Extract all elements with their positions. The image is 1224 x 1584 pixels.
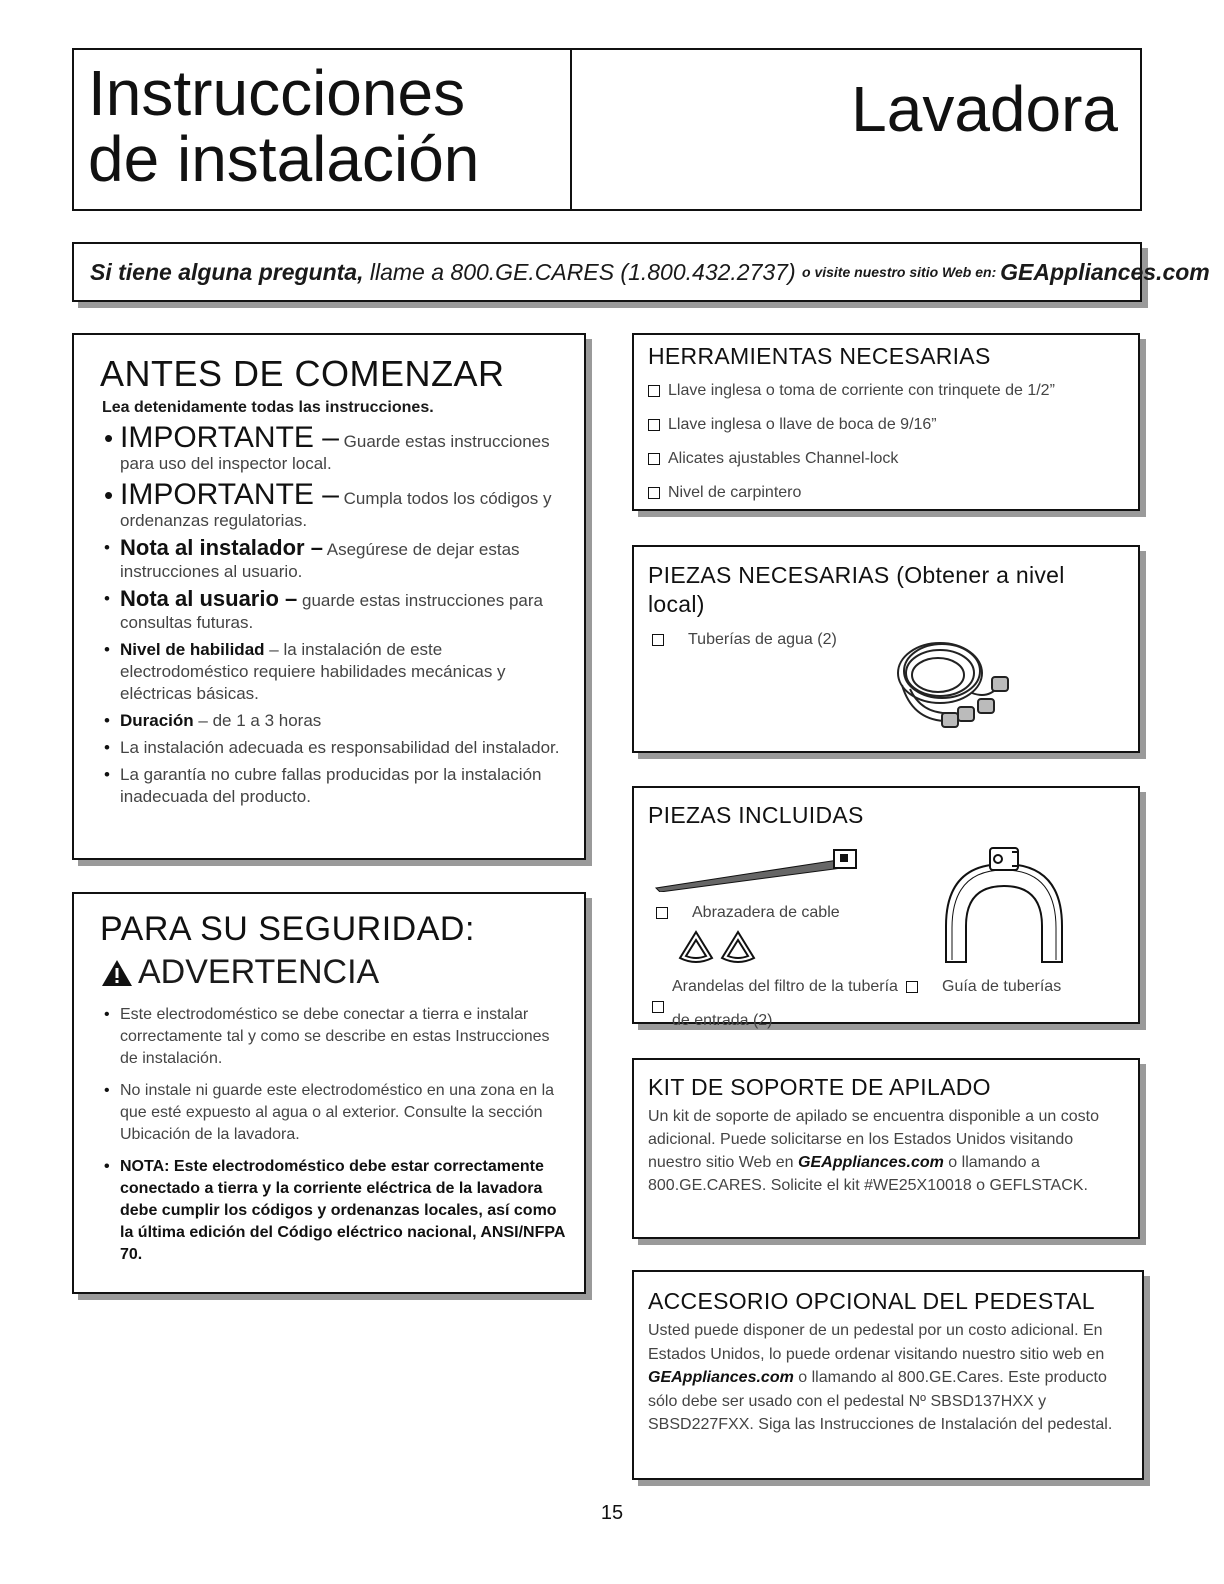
list-item: Llave inglesa o llave de boca de 9/16”	[648, 408, 1124, 442]
cable-tie-illustration	[652, 846, 862, 892]
stacking-kit-text: Un kit de soporte de apilado se encuentra disponible a un costo adicional. Puede solicitarse en los Estados Unidos visitando nuestro sitio Web en GEAppliances.com o llamando a 800.GE.CARES. Solicite el kit #WE25X10018 o GEFLSTACK.	[648, 1108, 1099, 1194]
title-line-1: Instrucciones	[88, 57, 466, 129]
contact-question: Si tiene alguna pregunta,	[90, 258, 364, 285]
checkbox-icon	[648, 453, 660, 465]
page-title	[88, 57, 480, 195]
parts-included-box	[632, 786, 1140, 1029]
list-item: • Duración – de 1 a 3 horas	[100, 710, 566, 732]
pedestal-accessory-box	[632, 1270, 1144, 1480]
checkbox-icon	[652, 1001, 664, 1013]
contact-banner	[72, 242, 1210, 302]
list-item: Nivel de carpintero	[648, 476, 1124, 510]
warning-heading	[100, 953, 566, 992]
checkbox-icon	[648, 487, 660, 499]
list-item: • Este electrodoméstico se debe conectar a tierra e instalar correctamente tal y como se describe en estas Instrucciones de instalación.	[100, 1004, 566, 1070]
parts-needed-box	[632, 545, 1140, 753]
included-hose-guide: Guía de tuberías	[906, 970, 1061, 1004]
title-line-2: de instalación	[88, 123, 480, 195]
contact-website-link[interactable]: GEAppliances.com	[1000, 258, 1210, 285]
header-divider	[570, 50, 572, 209]
website-link[interactable]: GEAppliances.com	[798, 1154, 944, 1171]
list-item: • No instale ni guarde este electrodoméstico en una zona en la que esté expuesto al agua o al exterior. Consulte la sección Ubicación de la lavadora.	[100, 1080, 566, 1146]
before-you-begin-lead: Lea detenidamente todas las instrucciones.	[102, 399, 434, 416]
hose-guide-illustration	[934, 844, 1074, 968]
product-name: Lavadora	[851, 73, 1118, 145]
list-item: • NOTA: Este electrodoméstico debe estar correctamente conectado a tierra y la corriente eléctrica de la lavadora debe cumplir los códigos y ordenanzas locales, así como la última edición del Código eléctrico nacional, ANSI/NFPA 70.	[100, 1156, 566, 1266]
safety-box	[72, 892, 586, 1294]
list-item: • La instalación adecuada es responsabilidad del instalador.	[100, 737, 566, 759]
filter-washers-illustration	[674, 926, 764, 966]
safety-title: PARA SU SEGURIDAD:	[100, 910, 475, 948]
safety-list	[100, 1004, 566, 1266]
included-washers: Arandelas del filtro de la tubería de entrada (2)	[652, 970, 902, 1038]
checkbox-icon	[652, 634, 664, 646]
list-item: • Nota al usuario – guarde estas instrucciones para consultas futuras.	[100, 588, 566, 634]
checkbox-icon	[648, 419, 660, 431]
list-item: Llave inglesa o toma de corriente con trinquete de 1/2”	[648, 374, 1124, 408]
header-box	[72, 48, 1142, 211]
before-you-begin-title: ANTES DE COMENZAR	[100, 353, 505, 394]
stacking-kit-box	[632, 1058, 1140, 1239]
pedestal-accessory-title: ACCESORIO OPCIONAL DEL PEDESTAL	[648, 1288, 1095, 1314]
list-item: • IMPORTANTE – Guarde estas instrucciones para uso del inspector local.	[100, 423, 566, 475]
parts-included-title: PIEZAS INCLUIDAS	[648, 802, 864, 828]
list-item: Tuberías de agua (2)	[648, 623, 1124, 657]
pedestal-accessory-text: Usted puede disponer de un pedestal por un costo adicional. En Estados Unidos, lo puede ordenar visitando nuestro sitio web en GEAppliances.com o llamando al 800.GE.Cares. Este producto sólo debe ser usado con el pedestal Nº SBSD137HXX y SBSD227FXX. Siga las Instrucciones de Instalación del pedestal.	[648, 1322, 1113, 1433]
list-item: • Nivel de habilidad – la instalación de este electrodoméstico requiere habilidades mecánicas y eléctricas básicas.	[100, 639, 566, 705]
page-number: 15	[600, 1502, 624, 1524]
before-you-begin-list	[100, 423, 566, 808]
parts-needed-title: PIEZAS NECESARIAS (Obtener a nivel local)	[648, 562, 1065, 617]
tools-needed-box	[632, 333, 1140, 511]
before-you-begin-box	[72, 333, 586, 860]
list-item: • IMPORTANTE – Cumpla todos los códigos y ordenanzas regulatorias.	[100, 480, 566, 532]
water-hoses-illustration	[882, 629, 1022, 741]
warning-triangle-icon	[100, 958, 134, 988]
checkbox-icon	[648, 385, 660, 397]
checkbox-icon	[906, 981, 918, 993]
list-item: • La garantía no cubre fallas producidas por la instalación inadecuada del producto.	[100, 764, 566, 808]
list-item: Alicates ajustables Channel-lock	[648, 442, 1124, 476]
warning-label: ADVERTENCIA	[138, 953, 380, 991]
checkbox-icon	[656, 907, 668, 919]
contact-call: llame a 800.GE.CARES (1.800.432.2737)	[363, 258, 803, 285]
list-item: • Nota al instalador – Asegúrese de dejar estas instrucciones al usuario.	[100, 537, 566, 583]
website-link[interactable]: GEAppliances.com	[648, 1369, 794, 1386]
tools-needed-title: HERRAMIENTAS NECESARIAS	[648, 343, 991, 369]
included-cable-tie: Abrazadera de cable	[652, 896, 840, 930]
contact-visit: o visite nuestro sitio Web en:	[802, 264, 1001, 280]
stacking-kit-title: KIT DE SOPORTE DE APILADO	[648, 1074, 991, 1100]
